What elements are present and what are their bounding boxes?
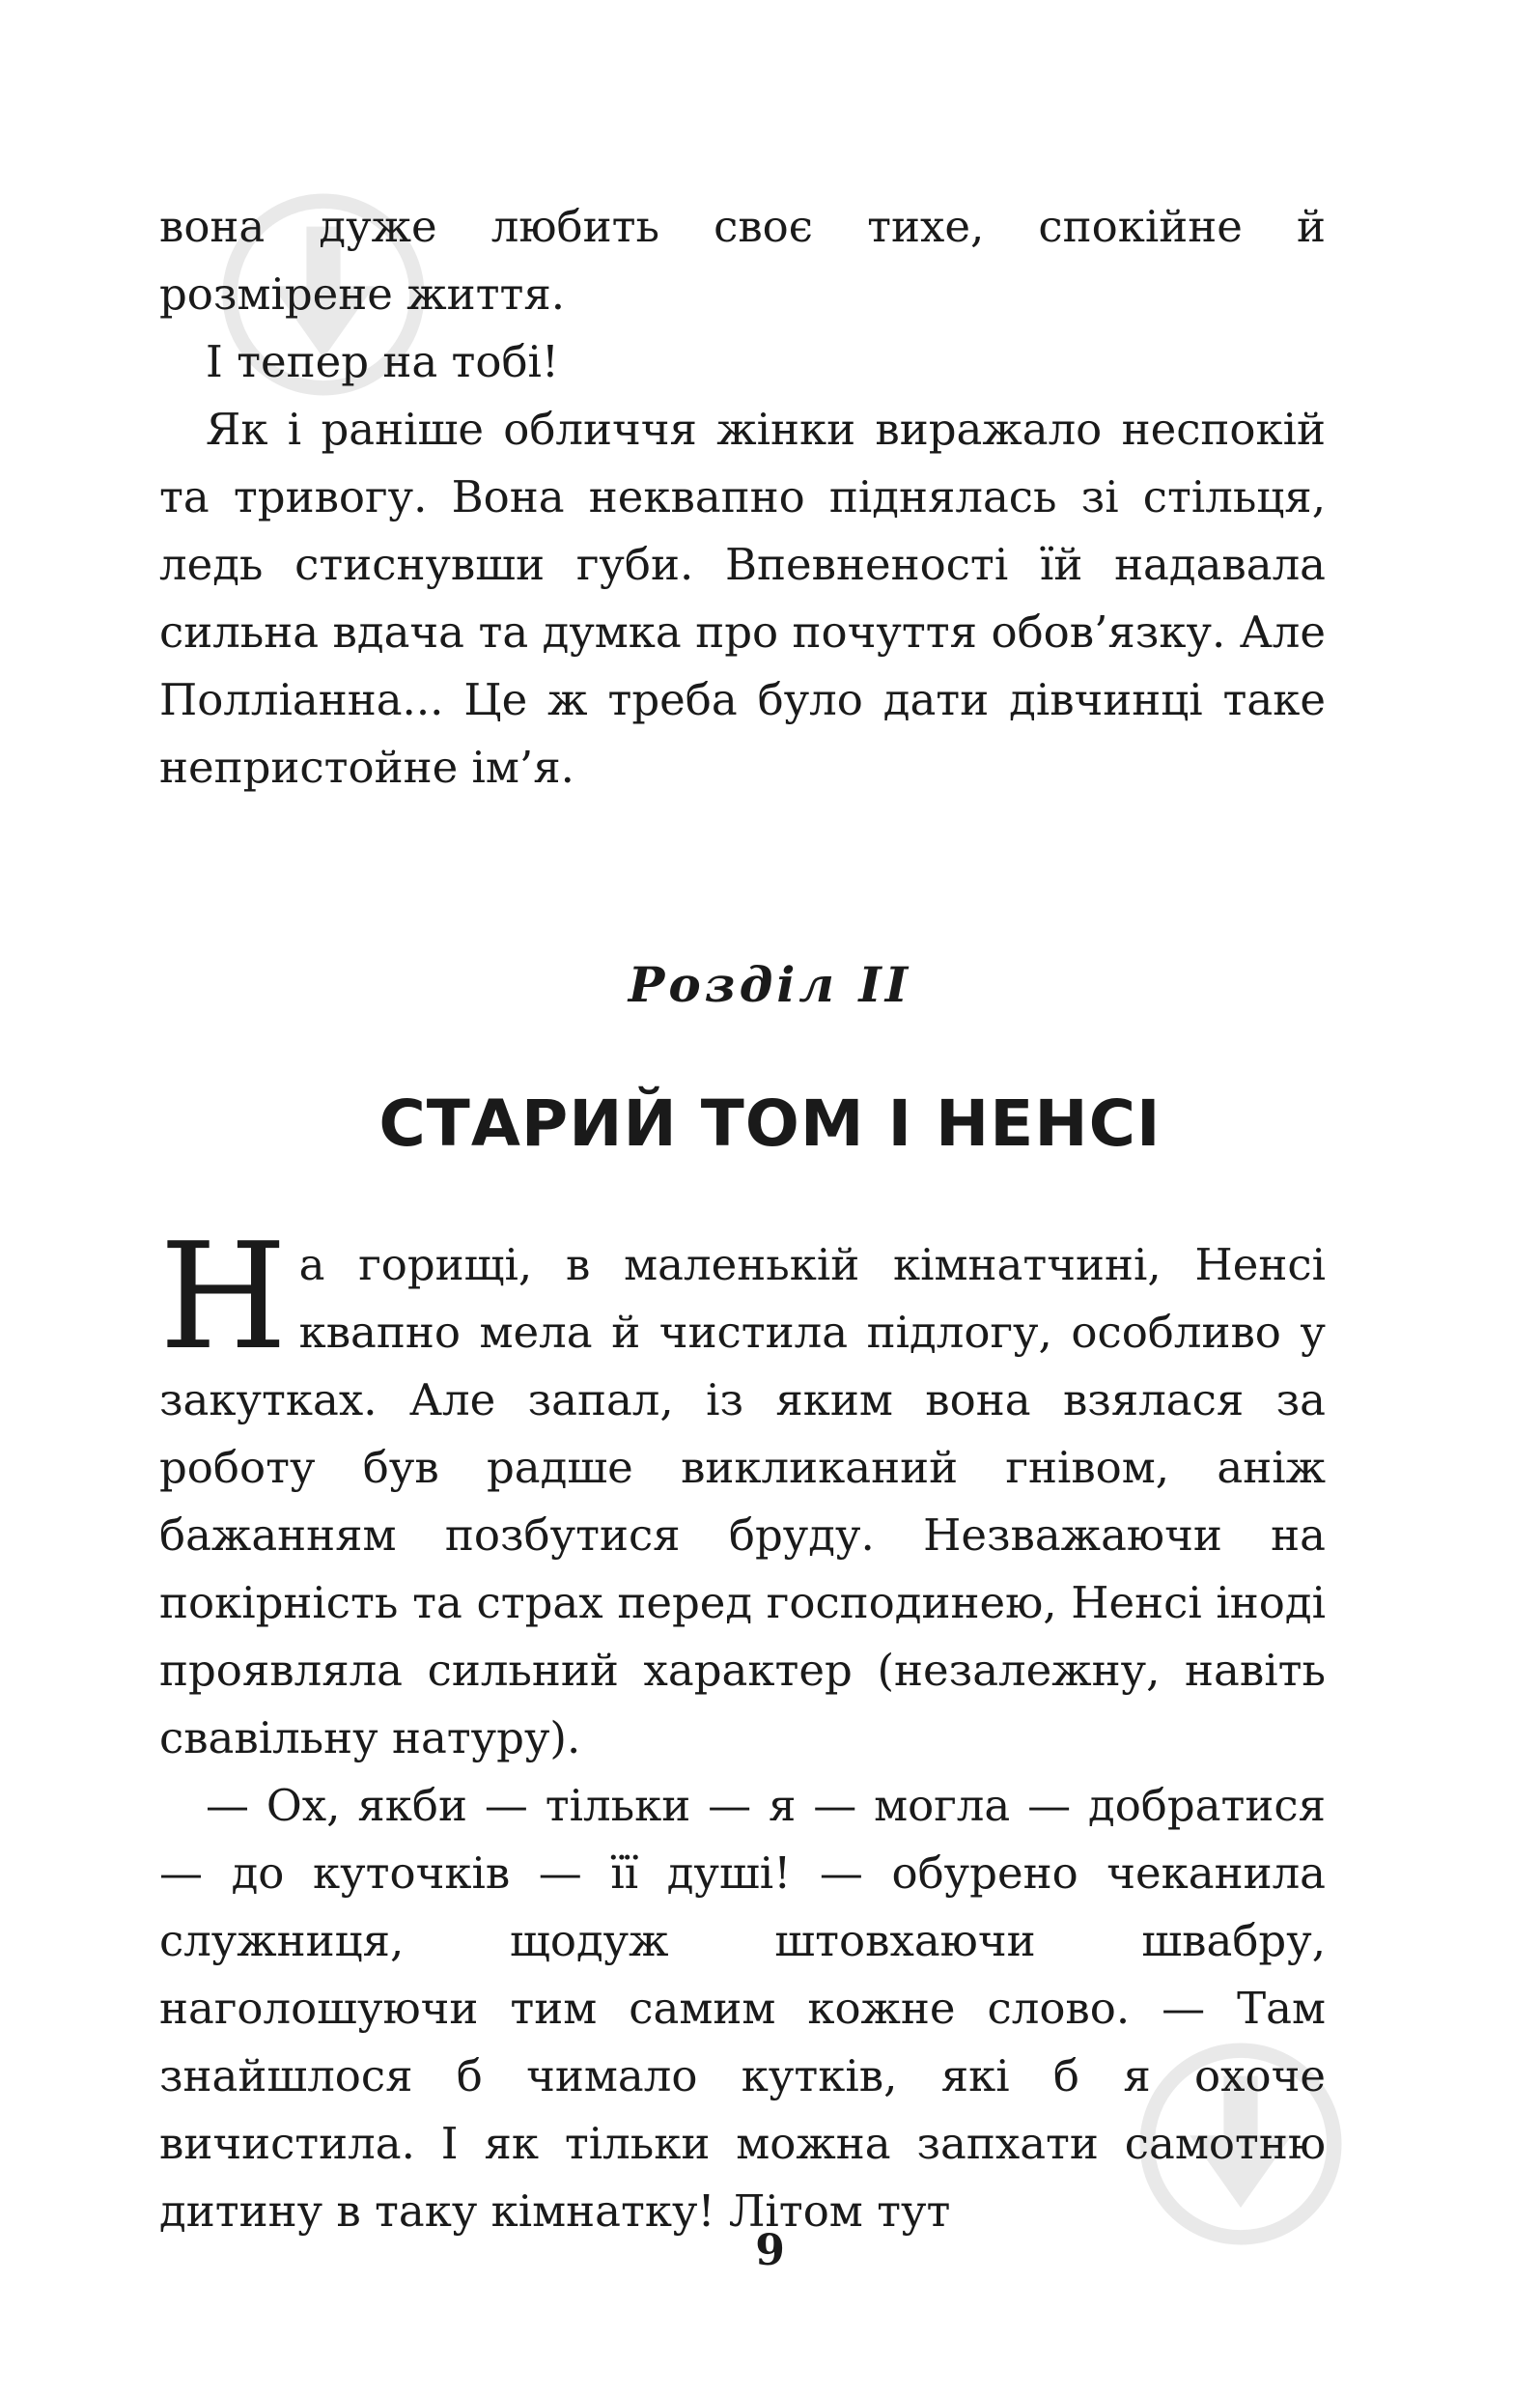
chapter-title: СТАРИЙ ТОМ І НЕНСІ xyxy=(378,1086,1162,1161)
paragraph: вона дуже любить своє тихе, спокійне й розмірене життя. xyxy=(159,201,1326,320)
paragraph-text: а горищі, в маленькій кімнатчині, Ненсі квапно мела й чистила підлогу, особливо у закутках. Але запал, із яким вона взялася за роботу був радше викликаний гнівом, аніж бажанням позбутися бруду. Незважаючи на покірність та страх перед господинею, Ненсі іноді проявляла сильний характер (незалежну, навіть свавільну натуру). xyxy=(159,1239,1326,1763)
chapter-label: Розділ II xyxy=(628,956,912,1013)
drop-cap: Н xyxy=(159,1211,288,1382)
paragraph: Як і раніше обличчя жінки виражало неспокій та тривогу. Вона неквапно піднялась зі стільця, ледь стиснувши губи. Впевненості їй надавала сильна вдача та думка про почуття обов’язку. Але Полліанна... Це ж треба було дати дівчинці таке непристойне ім’я. xyxy=(159,404,1326,793)
paragraph xyxy=(159,1211,1326,1772)
paragraph: І тепер на тобі! xyxy=(206,336,560,387)
paragraph: — Ох, якби — тільки — я — могла — добратися — до куточків — її душі! — обурено чеканила служниця, щодуж штовхаючи швабру, наголошуючи тим самим кожне слово. — Там знайшлося б чимало кутків, які б я охоче вичистила. І як тільки можна запхати самотню дитину в таку кімнатку! Літом тут xyxy=(159,1780,1326,2237)
chapter-body xyxy=(159,1211,1326,2245)
top-text-block xyxy=(159,193,1326,802)
page-number: 9 xyxy=(755,2226,785,2275)
